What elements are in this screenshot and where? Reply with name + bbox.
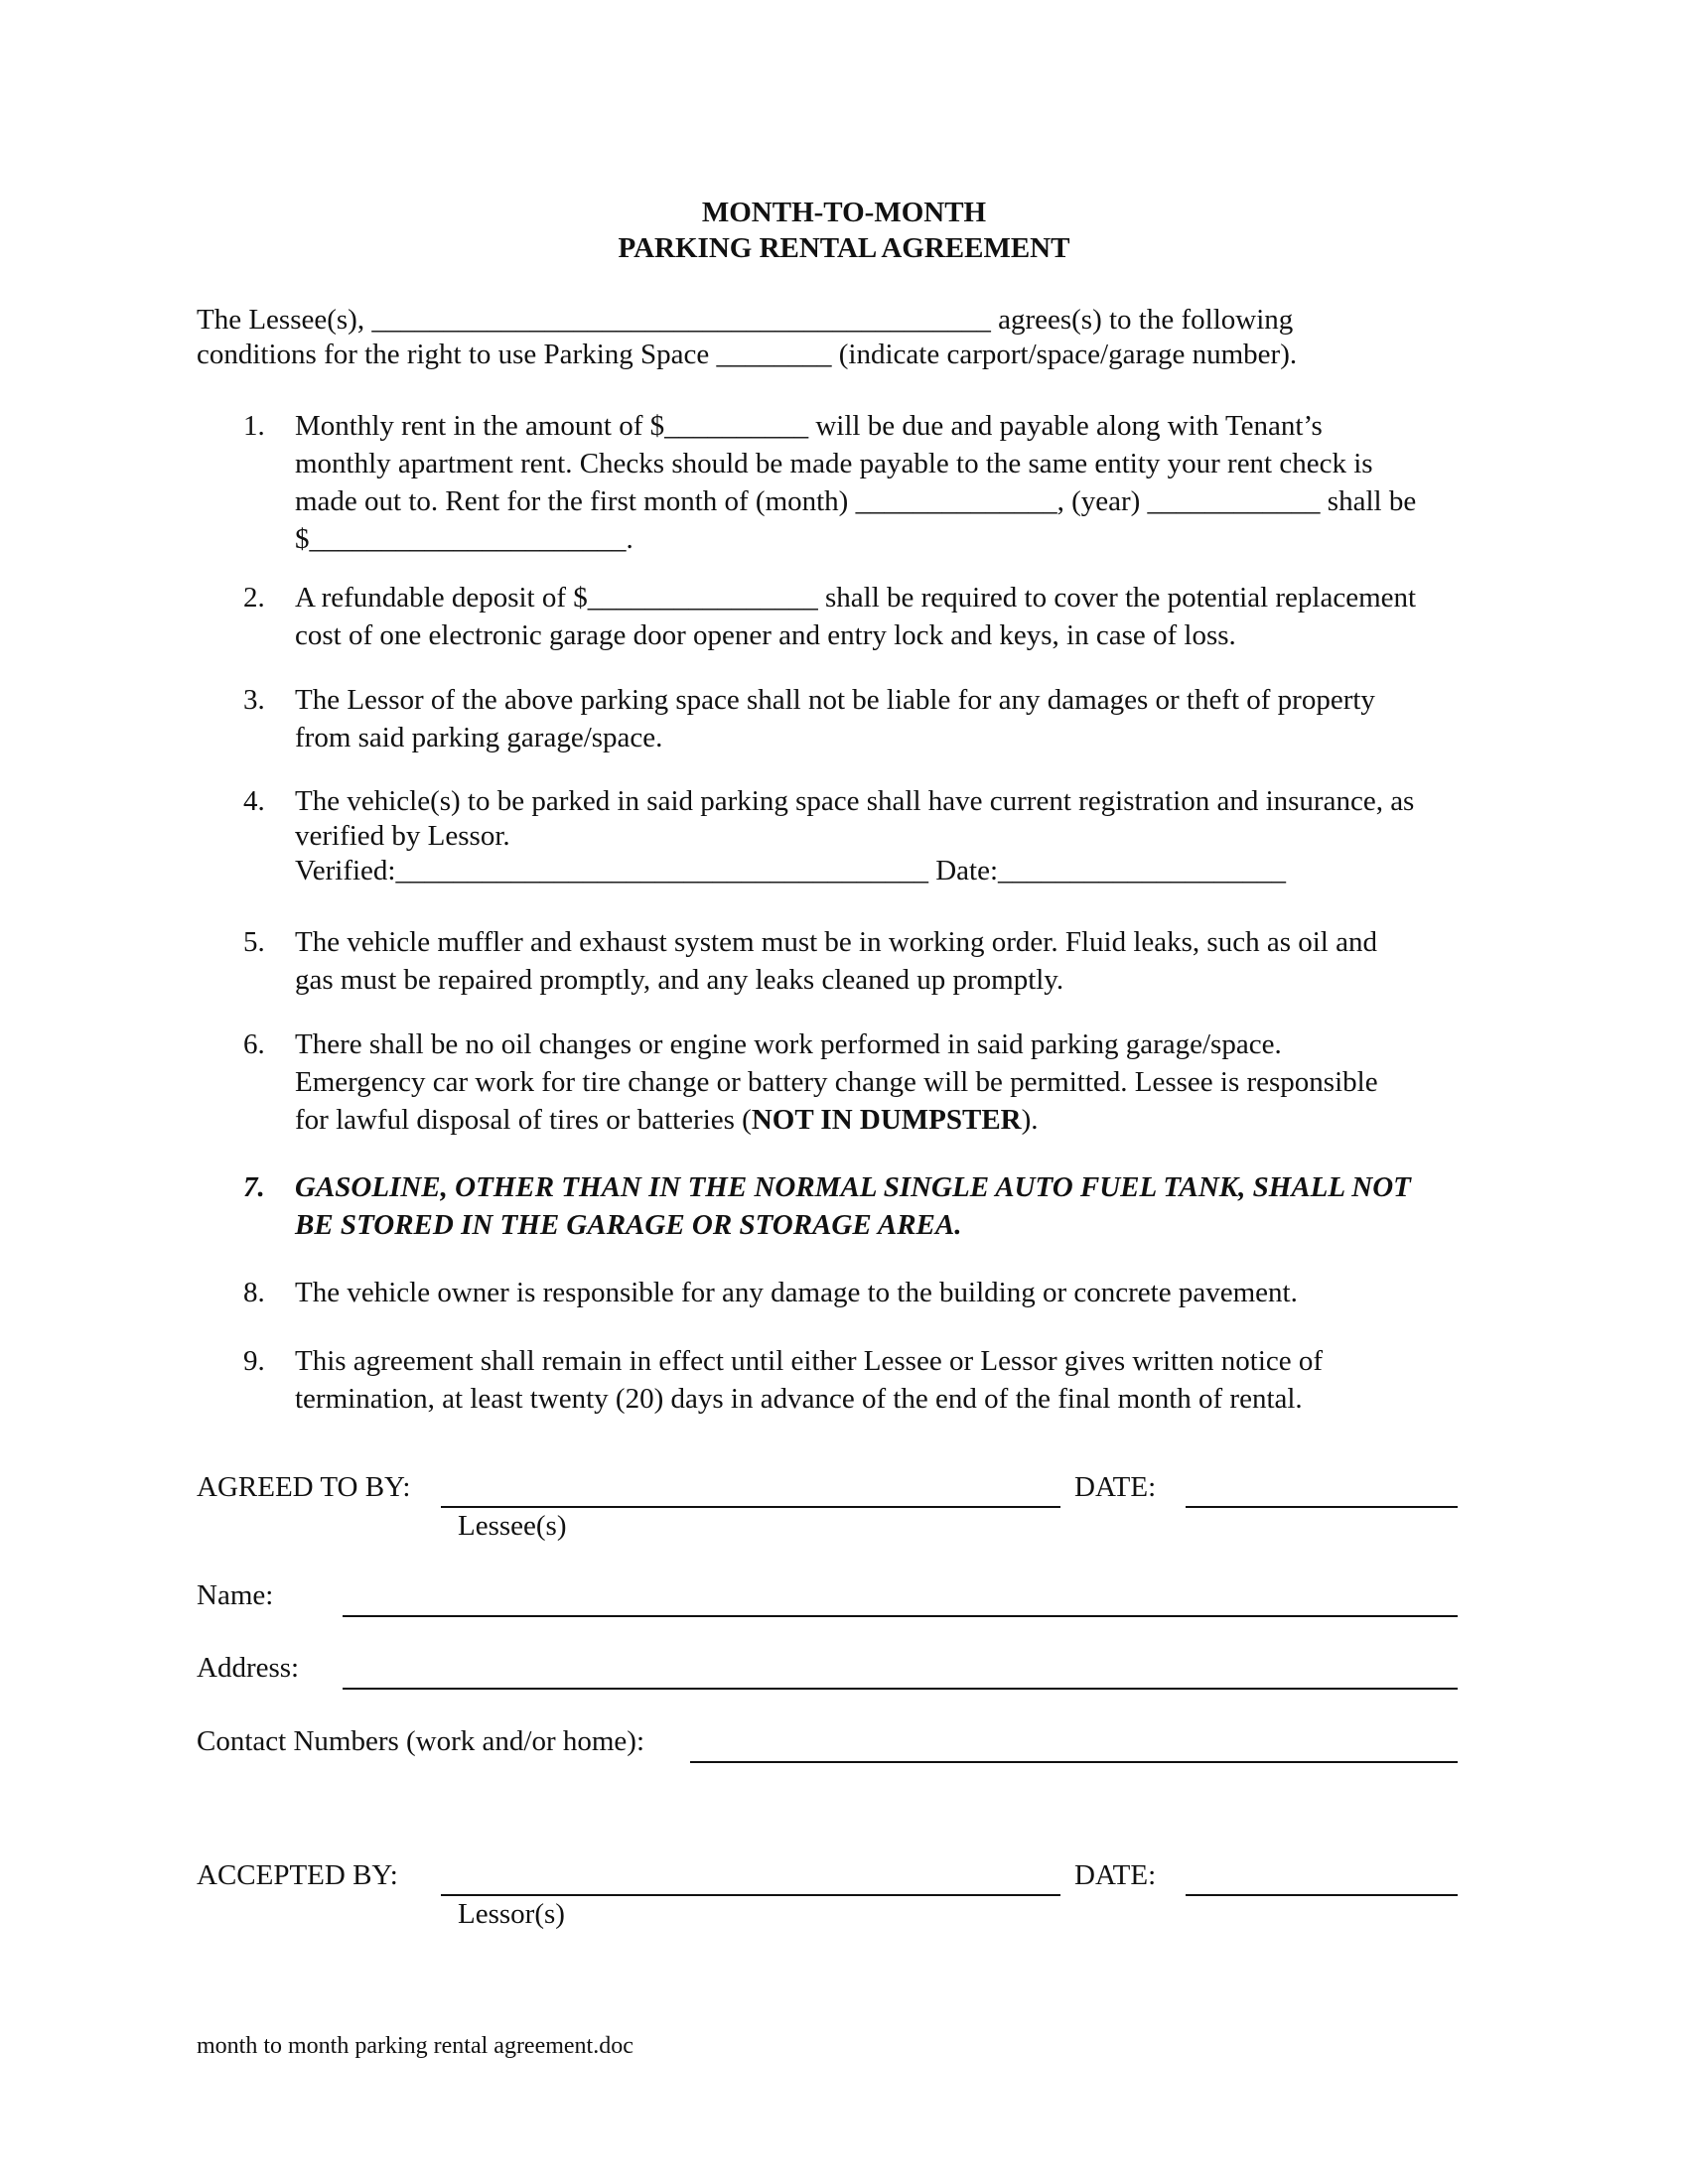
intro-line-1: The Lessee(s), ___________________________________________ agrees(s) to the following [197, 304, 1294, 336]
clause-4 [243, 784, 1494, 888]
document-title-line-2: PARKING RENTAL AGREEMENT [618, 232, 1070, 264]
emphasis-text: NOT IN DUMPSTER [751, 1104, 1022, 1136]
clause-line: cost of one electronic garage door opener and entry lock and keys, in case of loss. [295, 619, 1236, 651]
clause-number: 6. [243, 1028, 265, 1060]
clause-line: BE STORED IN THE GARAGE OR STORAGE AREA. [295, 1209, 962, 1241]
clause-7 [243, 1168, 1494, 1244]
footer-filename: month to month parking rental agreement.doc [197, 2033, 633, 2059]
clause-text [295, 681, 1494, 756]
agreed-date-label: DATE: [1074, 1471, 1157, 1503]
clause-line: There shall be no oil changes or engine work performed in said parking garage/space. [295, 1028, 1282, 1060]
clause-number: 1. [243, 410, 265, 442]
clause-number: 4. [243, 785, 265, 817]
clause-line: The vehicle owner is responsible for any damage to the building or concrete pavement. [295, 1277, 1298, 1308]
clause-6 [243, 1025, 1494, 1139]
clause-line: A refundable deposit of $________________ shall be required to cover the potential replacement [295, 582, 1417, 614]
clause-number: 5. [243, 926, 265, 958]
clause-text [295, 1342, 1494, 1418]
clause-line [295, 1101, 1494, 1139]
intro-paragraph [197, 303, 1497, 372]
clause-line: This agreement shall remain in effect until either Lessee or Lessor gives written notice of [295, 1345, 1324, 1377]
clause-line: made out to. Rent for the first month of (month) ______________, (year) ____________ shall be [295, 485, 1417, 517]
clause-9 [243, 1342, 1494, 1418]
verification-line: Verified:_____________________________________ Date:____________________ [295, 855, 1287, 887]
clause-text-segment: ). [1021, 1104, 1039, 1136]
name-line[interactable] [343, 1615, 1458, 1617]
document-title-line-1: MONTH-TO-MONTH [701, 197, 987, 228]
clause-3 [243, 681, 1494, 756]
clause-number: 3. [243, 684, 265, 716]
clause-text [295, 784, 1494, 888]
clause-text-segment: for lawful disposal of tires or batteries ( [295, 1104, 752, 1136]
intro-line-2: conditions for the right to use Parking Space ________ (indicate carport/space/garage number). [197, 339, 1298, 370]
address-label: Address: [197, 1652, 300, 1684]
clause-line: monthly apartment rent. Checks should be made payable to the same entity your rent check is [295, 448, 1373, 479]
agreed-date-line[interactable] [1186, 1506, 1458, 1508]
address-line[interactable] [343, 1688, 1458, 1690]
clause-line: The Lessor of the above parking space shall not be liable for any damages or theft of property [295, 684, 1375, 716]
clause-2 [243, 579, 1494, 654]
clause-line: gas must be repaired promptly, and any leaks cleaned up promptly. [295, 964, 1064, 996]
clause-text [295, 1168, 1494, 1244]
clause-text [295, 923, 1494, 999]
clause-line: Monthly rent in the amount of $__________ will be due and payable along with Tenant’s [295, 410, 1323, 442]
clause-line: Emergency car work for tire change or battery change will be permitted. Lessee is responsible [295, 1066, 1378, 1098]
lessor-signature-line[interactable] [441, 1894, 1060, 1896]
clause-line: The vehicle(s) to be parked in said parking space shall have current registration and insurance, as [295, 785, 1415, 817]
lessor-caption: Lessor(s) [458, 1898, 565, 1930]
clause-1 [243, 407, 1494, 558]
accepted-by-label: ACCEPTED BY: [197, 1859, 398, 1891]
contact-numbers-label: Contact Numbers (work and/or home): [197, 1725, 645, 1757]
clause-number: 8. [243, 1277, 265, 1308]
clause-text [295, 579, 1494, 654]
clause-line: $______________________. [295, 523, 633, 555]
accepted-date-label: DATE: [1074, 1859, 1157, 1891]
clause-line: GASOLINE, OTHER THAN IN THE NORMAL SINGLE AUTO FUEL TANK, SHALL NOT [295, 1171, 1411, 1203]
clause-text [295, 407, 1494, 558]
name-label: Name: [197, 1579, 274, 1611]
contact-numbers-line[interactable] [690, 1761, 1458, 1763]
clause-line: The vehicle muffler and exhaust system must be in working order. Fluid leaks, such as oil and [295, 926, 1377, 958]
clause-number: 7. [243, 1171, 265, 1203]
clause-5 [243, 923, 1494, 999]
clause-text [295, 1025, 1494, 1139]
lessee-signature-line[interactable] [441, 1506, 1060, 1508]
clause-number: 2. [243, 582, 265, 614]
clause-line: from said parking garage/space. [295, 722, 663, 753]
clause-line: verified by Lessor. [295, 820, 510, 852]
agreed-to-by-label: AGREED TO BY: [197, 1471, 411, 1503]
clause-text [295, 1274, 1494, 1311]
accepted-date-line[interactable] [1186, 1894, 1458, 1896]
clause-8 [243, 1274, 1494, 1311]
clause-number: 9. [243, 1345, 265, 1377]
clause-line: termination, at least twenty (20) days in advance of the end of the final month of rental. [295, 1383, 1303, 1415]
lessee-caption: Lessee(s) [458, 1510, 567, 1542]
